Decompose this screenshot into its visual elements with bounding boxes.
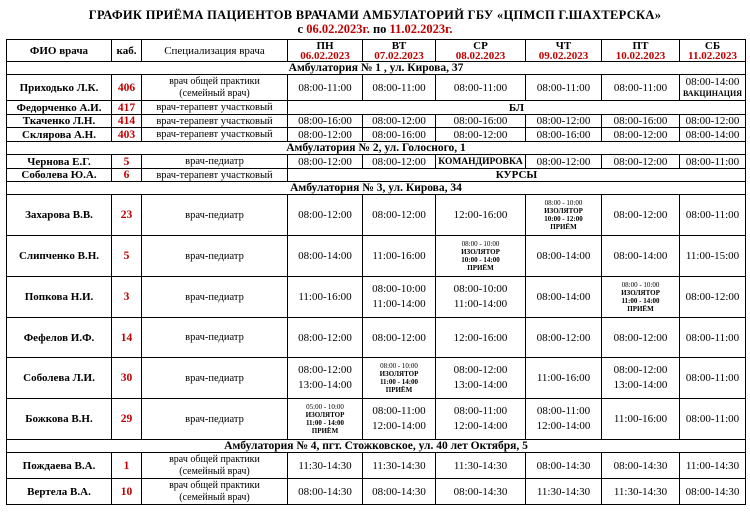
time-cell: 08:00-14:00: [526, 277, 602, 318]
time-cell: 08:00-16:00: [288, 115, 363, 128]
table-row: [7, 128, 746, 142]
time-cell: 08:00-11:00: [680, 399, 746, 440]
time-cell: 08:00-11:00 12:00-14:00: [436, 399, 526, 440]
table-row: [7, 155, 746, 169]
time-cell: 08:00-10:00 11:00-14:00: [436, 277, 526, 318]
time-cell: 08:00-12:00 13:00-14:00: [602, 358, 680, 399]
specialization: врач-терапевт участковый: [142, 169, 288, 182]
time-cell: 08:00-12:00 13:00-14:00: [288, 358, 363, 399]
time-cell: 08:00-14:30: [436, 479, 526, 505]
time-cell: 08:00-10:00 11:00-14:00: [363, 277, 436, 318]
specialization: врач-терапевт участковый: [142, 128, 288, 142]
time-cell: 08:00-14:30: [680, 479, 746, 505]
specialization: врач-педиатр: [142, 236, 288, 277]
specialization: врач общей практики (семейный врач): [142, 479, 288, 505]
header-day: СБ 11.02.2023: [680, 40, 746, 62]
time-cell: 08:00-11:00: [436, 75, 526, 101]
time-cell: 11:30-14:30: [436, 453, 526, 479]
cabinet: 29: [112, 399, 142, 440]
time-cell: 08:00-14:00: [602, 236, 680, 277]
time-cell: 08:00-16:00: [602, 115, 680, 128]
time-cell: 11:30-14:30: [288, 453, 363, 479]
isolator-cell: 08:00 - 10:00 ИЗОЛЯТОР 10:00 - 14:00 ПРИЁМ: [436, 236, 526, 277]
cabinet: 30: [112, 358, 142, 399]
table-row: [7, 101, 746, 115]
document-title: ГРАФИК ПРИЁМА ПАЦИЕНТОВ ВРАЧАМИ АМБУЛАТОРИЙ ГБУ «ЦПМСП Г.ШАХТЕРСКА»: [88, 8, 662, 22]
time-cell: 08:00-14:00: [288, 236, 363, 277]
specialization: врач-терапевт участковый: [142, 115, 288, 128]
time-cell: 08:00-12:00: [680, 277, 746, 318]
cabinet: 417: [112, 101, 142, 115]
cabinet: 414: [112, 115, 142, 128]
cabinet: 10: [112, 479, 142, 505]
specialization: врач-педиатр: [142, 399, 288, 440]
time-cell: 08:00-11:00: [680, 318, 746, 358]
time-cell: 08:00-11:00: [526, 75, 602, 101]
doctor-name: Чернова Е.Г.: [7, 155, 112, 169]
period-from: 06.02.2023г.: [306, 22, 370, 36]
schedule-table: [6, 39, 746, 505]
header-cab: каб.: [112, 40, 142, 62]
time-cell: 08:00-11:00: [680, 155, 746, 169]
isolator-cell: 05:00 - 10:00 ИЗОЛЯТОР 11:00 - 14:00 ПРИЁМ: [288, 399, 363, 440]
time-cell: 08:00-12:00: [526, 155, 602, 169]
time-cell: 08:00-14:30: [363, 479, 436, 505]
status-note: БЛ: [288, 101, 746, 115]
time-cell: 08:00-11:00 12:00-14:00: [526, 399, 602, 440]
specialization: врач-педиатр: [142, 358, 288, 399]
time-cell: 11:00-16:00: [288, 277, 363, 318]
doctor-name: Фефелов И.Ф.: [7, 318, 112, 358]
time-cell: 08:00-16:00: [363, 128, 436, 142]
cabinet: 5: [112, 236, 142, 277]
specialization: врач-педиатр: [142, 277, 288, 318]
time-cell: 08:00-16:00: [436, 115, 526, 128]
time-cell: 08:00-14:30: [288, 479, 363, 505]
doctor-name: Соболева Л.И.: [7, 358, 112, 399]
table-row: [7, 318, 746, 358]
doctor-name: Соболева Ю.А.: [7, 169, 112, 182]
time-cell: КОМАНДИРОВКА: [436, 155, 526, 169]
header-day: ПН 06.02.2023: [288, 40, 363, 62]
specialization: врач-педиатр: [142, 318, 288, 358]
time-cell: 11:30-14:30: [363, 453, 436, 479]
time-cell: 08:00-12:00: [602, 128, 680, 142]
period-to: 11.02.2023г.: [389, 22, 453, 36]
doctor-name: Склярова А.Н.: [7, 128, 112, 142]
time-cell: 08:00-14:00: [526, 236, 602, 277]
time-cell: 08:00-11:00: [680, 195, 746, 236]
doctor-name: Приходько Л.К.: [7, 75, 112, 101]
time-cell: 08:00-11:00: [602, 75, 680, 101]
header-name: ФИО врача: [7, 40, 112, 62]
header-day: ПТ 10.02.2023: [602, 40, 680, 62]
doctor-name: Слипченко В.Н.: [7, 236, 112, 277]
time-cell: 08:00-14:30: [602, 453, 680, 479]
header-spec: Специализация врача: [142, 40, 288, 62]
cabinet: 1: [112, 453, 142, 479]
header-row: [7, 40, 746, 62]
time-cell: 08:00-12:00: [363, 155, 436, 169]
specialization: врач общей практики (семейный врач): [142, 453, 288, 479]
time-cell: 08:00-12:00: [602, 155, 680, 169]
time-cell: 08:00-16:00: [526, 128, 602, 142]
time-cell: 08:00-12:00: [602, 195, 680, 236]
table-row: [7, 75, 746, 101]
section-row: Амбулатория № 3, ул. Кирова, 34: [7, 182, 746, 195]
header-day: СР 08.02.2023: [436, 40, 526, 62]
time-cell: 08:00-12:00: [680, 115, 746, 128]
doctor-name: Вертела В.А.: [7, 479, 112, 505]
document-period: с 06.02.2023г. по 11.02.2023г.: [297, 22, 453, 36]
section-row: Амбулатория № 2, ул. Голосного, 1: [7, 142, 746, 155]
header-day: ВТ 07.02.2023: [363, 40, 436, 62]
cabinet: 3: [112, 277, 142, 318]
isolator-cell: 08:00 - 10:00 ИЗОЛЯТОР 11:00 - 14:00 ПРИЁМ: [363, 358, 436, 399]
doctor-name: Попкова Н.И.: [7, 277, 112, 318]
time-cell: 11:00-16:00: [526, 358, 602, 399]
time-cell: 08:00-11:00 12:00-14:00: [363, 399, 436, 440]
time-cell: 11:00-15:00: [680, 236, 746, 277]
time-cell: 08:00-12:00: [288, 318, 363, 358]
time-cell: 08:00-11:00: [680, 358, 746, 399]
table-row: [7, 453, 746, 479]
doctor-name: Пождаева В.А.: [7, 453, 112, 479]
status-note: КУРСЫ: [288, 169, 746, 182]
time-cell: 08:00-11:00: [288, 75, 363, 101]
time-cell: 08:00-11:00: [363, 75, 436, 101]
cabinet: 5: [112, 155, 142, 169]
time-cell: 08:00-12:00: [288, 128, 363, 142]
time-cell: 11:00-14:30: [680, 453, 746, 479]
time-cell: 08:00-12:00: [436, 128, 526, 142]
specialization: врач-педиатр: [142, 155, 288, 169]
time-cell: 08:00-12:00: [526, 318, 602, 358]
table-row: [7, 236, 746, 277]
table-row: [7, 195, 746, 236]
time-cell: 11:00-16:00: [363, 236, 436, 277]
time-cell: 11:30-14:30: [526, 479, 602, 505]
time-cell: 12:00-16:00: [436, 195, 526, 236]
section-row: Амбулатория № 1 , ул. Кирова, 37: [7, 62, 746, 75]
table-row: [7, 479, 746, 505]
table-row: [7, 169, 746, 182]
time-cell: 08:00-12:00 13:00-14:00: [436, 358, 526, 399]
time-cell: 08:00-14:00: [680, 128, 746, 142]
table-row: [7, 358, 746, 399]
cabinet: 6: [112, 169, 142, 182]
time-cell: 08:00-12:00: [602, 318, 680, 358]
doctor-name: Федорченко А.И.: [7, 101, 112, 115]
time-cell: 08:00-12:00: [363, 318, 436, 358]
table-row: [7, 115, 746, 128]
specialization: врач-терапевт участковый: [142, 101, 288, 115]
time-cell: 08:00-12:00: [288, 195, 363, 236]
doctor-name: Божкова В.Н.: [7, 399, 112, 440]
specialization: врач общей практики (семейный врач): [142, 75, 288, 101]
header-day: ЧТ 09.02.2023: [526, 40, 602, 62]
time-cell: 08:00-14:30: [526, 453, 602, 479]
specialization: врач-педиатр: [142, 195, 288, 236]
time-cell: 11:30-14:30: [602, 479, 680, 505]
section-row: Амбулатория № 4, пгт. Стожковское, ул. 40 лет Октября, 5: [7, 440, 746, 453]
time-cell: 11:00-16:00: [602, 399, 680, 440]
cabinet: 406: [112, 75, 142, 101]
isolator-cell: 08:00 - 10:00 ИЗОЛЯТОР 11:00 - 14:00 ПРИЁМ: [602, 277, 680, 318]
time-cell: 12:00-16:00: [436, 318, 526, 358]
table-row: [7, 277, 746, 318]
cabinet: 14: [112, 318, 142, 358]
doctor-name: Ткаченко Л.Н.: [7, 115, 112, 128]
table-row: [7, 399, 746, 440]
time-cell: 08:00-14:00 ВАКЦИНАЦИЯ: [680, 75, 746, 101]
time-cell: 08:00-12:00: [363, 195, 436, 236]
time-cell: 08:00-12:00: [526, 115, 602, 128]
doctor-name: Захарова В.В.: [7, 195, 112, 236]
time-cell: 08:00-12:00: [363, 115, 436, 128]
cabinet: 23: [112, 195, 142, 236]
cabinet: 403: [112, 128, 142, 142]
isolator-cell: 08:00 - 10:00 ИЗОЛЯТОР 10:00 - 12:00 ПРИЁМ: [526, 195, 602, 236]
time-cell: 08:00-12:00: [288, 155, 363, 169]
